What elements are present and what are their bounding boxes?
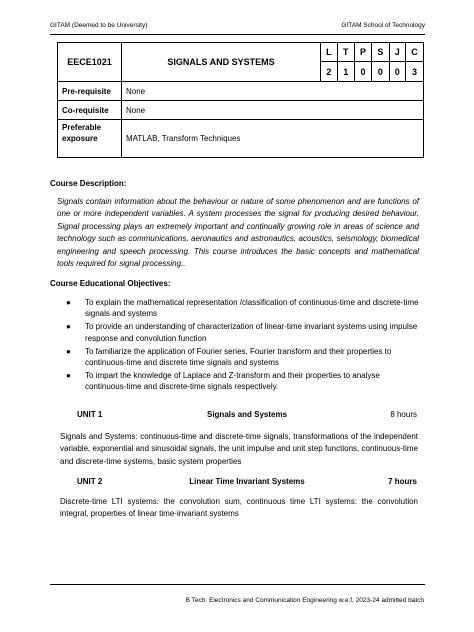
- ltp-value-p: 0: [354, 62, 371, 82]
- header-school: GITAM School of Technology: [341, 22, 425, 29]
- objective-item: [60, 321, 420, 343]
- unit-1-body: Signals and Systems: continuous-time and discrete-time signals, transformations of the independent variable, exponential and sinusoidal signals, the unit impulse and unit step functions, continuous-time and discrete-time systems, basic system properties: [60, 432, 418, 466]
- bullet-icon: ●: [66, 322, 71, 332]
- coreq-value: None: [122, 101, 424, 120]
- objective-item: [60, 370, 420, 392]
- pref-label: [58, 120, 122, 158]
- ltp-value-l: 2: [321, 62, 338, 82]
- ltp-value-j: 0: [389, 62, 405, 82]
- ltp-header-p: P: [354, 43, 371, 62]
- ltp-header-c: C: [405, 43, 423, 62]
- unit-1-label: UNIT 1: [77, 410, 103, 419]
- bullet-icon: ●: [66, 298, 71, 307]
- description-heading: Course Description:: [50, 179, 127, 188]
- ltp-value-c: 3: [405, 62, 423, 82]
- coreq-label: Co-requisite: [58, 101, 122, 120]
- bullet-icon: ●: [66, 346, 71, 356]
- objective-text: To explain the mathematical representation /classification of continuous-time and discrete-time signals and systems: [85, 298, 419, 319]
- page-footer: B Tech. Electronics and Communication Engineering w.e.f. 2023-24 admitted batch: [185, 597, 424, 604]
- ltp-value-s: 0: [372, 62, 389, 82]
- unit-2-body: Discrete-time LTI systems: the convolution sum, continuous time LTI systems: the convolution integral, properties of linear time-invariant systems: [60, 497, 418, 519]
- ltp-value-t: 1: [337, 62, 354, 82]
- objective-item: [60, 346, 420, 368]
- objective-text: To impart the knowledge of Laplace and Z-transform and their properties to analyse continuous-time and discrete-time signals respectively.: [85, 371, 380, 392]
- unit-2-header: [77, 477, 417, 486]
- description-text: Signals contain information about the behaviour or nature of some phenomenon and are functions of one or more independent variables. A system processes the signal for producing desired behaviour. Signal processing plays an extremely important and continually growing role in areas of science and technology such as communications, aeronautics and astronautics, acoustics, seismology, biomedical engineering and speech processing. This course introduces the basic concepts and mathematical tools required for signal processing..: [57, 197, 419, 269]
- bullet-icon: ●: [66, 371, 71, 381]
- unit-1-header: [77, 410, 417, 419]
- pref-label-line2: exposure: [62, 134, 98, 143]
- unit-1-title: Signals and Systems: [206, 410, 288, 419]
- objectives-list: [60, 297, 420, 395]
- objective-text: To familiarize the application of Fourier series, Fourier transform and their properties to continuous-time and discrete time signals and systems: [85, 346, 392, 368]
- objectives-heading: Course Educational Objectives:: [50, 279, 171, 288]
- unit-2-title: Linear Time Invariant Systems: [189, 477, 305, 486]
- footer-divider: [50, 584, 425, 585]
- ltp-header-s: S: [372, 43, 389, 62]
- pref-label-line1: Preferable: [62, 123, 102, 132]
- unit-2-label: UNIT 2: [77, 477, 103, 486]
- prereq-label: Pre-requisite: [58, 82, 122, 101]
- pref-value: MATLAB, Transform Techniques: [122, 120, 424, 158]
- ltp-header-l: L: [321, 43, 338, 62]
- course-table: [57, 42, 424, 158]
- course-code: EECE1021: [58, 43, 122, 82]
- unit-1-hours: 8 hours: [390, 410, 417, 419]
- course-title: SIGNALS AND SYSTEMS: [122, 43, 321, 82]
- ltp-header-t: T: [337, 43, 354, 62]
- prereq-value: None: [122, 82, 424, 101]
- objective-text: To provide an understanding of characterization of linear-time invariant systems using impulse response and convolution function: [85, 322, 418, 343]
- header-divider: [50, 34, 425, 35]
- ltp-header-j: J: [389, 43, 405, 62]
- unit-2-hours: 7 hours: [388, 477, 417, 486]
- page-header: [50, 22, 425, 33]
- header-university: GITAM (Deemed to be University): [50, 22, 148, 29]
- objective-item: [60, 297, 420, 319]
